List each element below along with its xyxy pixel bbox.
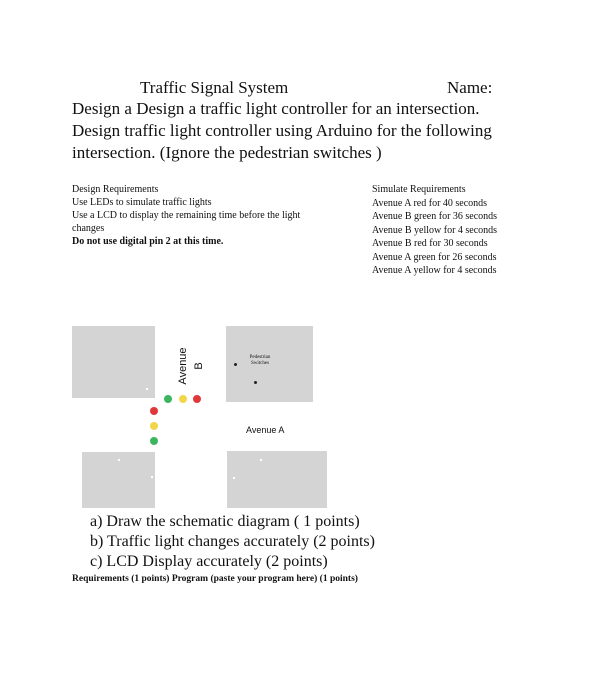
question-c: c) LCD Display accurately (2 points) — [90, 553, 328, 570]
block-mark — [151, 476, 153, 478]
question-a: a) Draw the schematic diagram ( 1 points) — [90, 513, 360, 530]
pedestrian-switches-label — [236, 355, 284, 367]
intro-line: intersection. (Ignore the pedestrian switches ) — [72, 143, 382, 162]
block-mark — [146, 388, 148, 390]
requirement-warning: Do not use digital pin 2 at this time. — [72, 236, 224, 247]
requirement-line: Use a LCD to display the remaining time before the light — [72, 210, 301, 221]
simulate-line: Avenue B green for 36 seconds — [372, 211, 498, 222]
simulate-line: Avenue B yellow for 4 seconds — [372, 224, 498, 236]
pedestrian-label-line: Switches — [250, 361, 270, 366]
intro-line: Design a Design a traffic light controller for an intersection. — [72, 99, 480, 118]
simulate-requirements — [372, 183, 542, 278]
pedestrian-label-line: Pedestrian — [249, 355, 271, 360]
simulate-line: Avenue A yellow for 4 seconds — [372, 265, 497, 276]
block-mark — [118, 459, 120, 461]
question-b: b) Traffic light changes accurately (2 points) — [90, 533, 375, 550]
points-footer: Requirements (1 points) Program (paste your program here) (1 points) — [72, 574, 358, 584]
intro-paragraph — [72, 98, 542, 164]
page-title: Traffic Signal System — [140, 78, 289, 97]
pedestrian-switch — [254, 381, 257, 384]
intro-line: Design traffic light controller using Arduino for the following — [72, 121, 492, 140]
name-label: Name: — [447, 78, 493, 97]
avenue-a-yellow-led — [150, 422, 158, 430]
block-top-left — [72, 326, 155, 398]
simulate-line: Avenue A green for 26 seconds — [372, 251, 497, 263]
avenue-a-green-led — [150, 437, 158, 445]
block-bottom-left — [82, 452, 155, 508]
design-requirements-heading: Design Requirements — [72, 184, 159, 195]
avenue-b-red-led — [193, 395, 201, 403]
avenue-b-yellow-led — [179, 395, 187, 403]
avenue-b-label: Avenue B — [177, 347, 205, 385]
design-requirements — [72, 183, 362, 248]
simulate-line: Avenue A red for 40 seconds — [372, 197, 488, 209]
block-bottom-right — [227, 451, 327, 508]
block-mark — [260, 459, 262, 461]
block-mark — [233, 477, 235, 479]
avenue-a-red-led — [150, 407, 158, 415]
avenue-b-green-led — [164, 395, 172, 403]
avenue-a-label: Avenue A — [246, 425, 285, 435]
simulate-requirements-heading: Simulate Requirements — [372, 184, 466, 195]
simulate-line: Avenue B red for 30 seconds — [372, 238, 488, 249]
requirement-line: changes — [72, 223, 105, 234]
pedestrian-switch — [234, 363, 237, 366]
requirement-line: Use LEDs to simulate traffic lights — [72, 197, 212, 208]
